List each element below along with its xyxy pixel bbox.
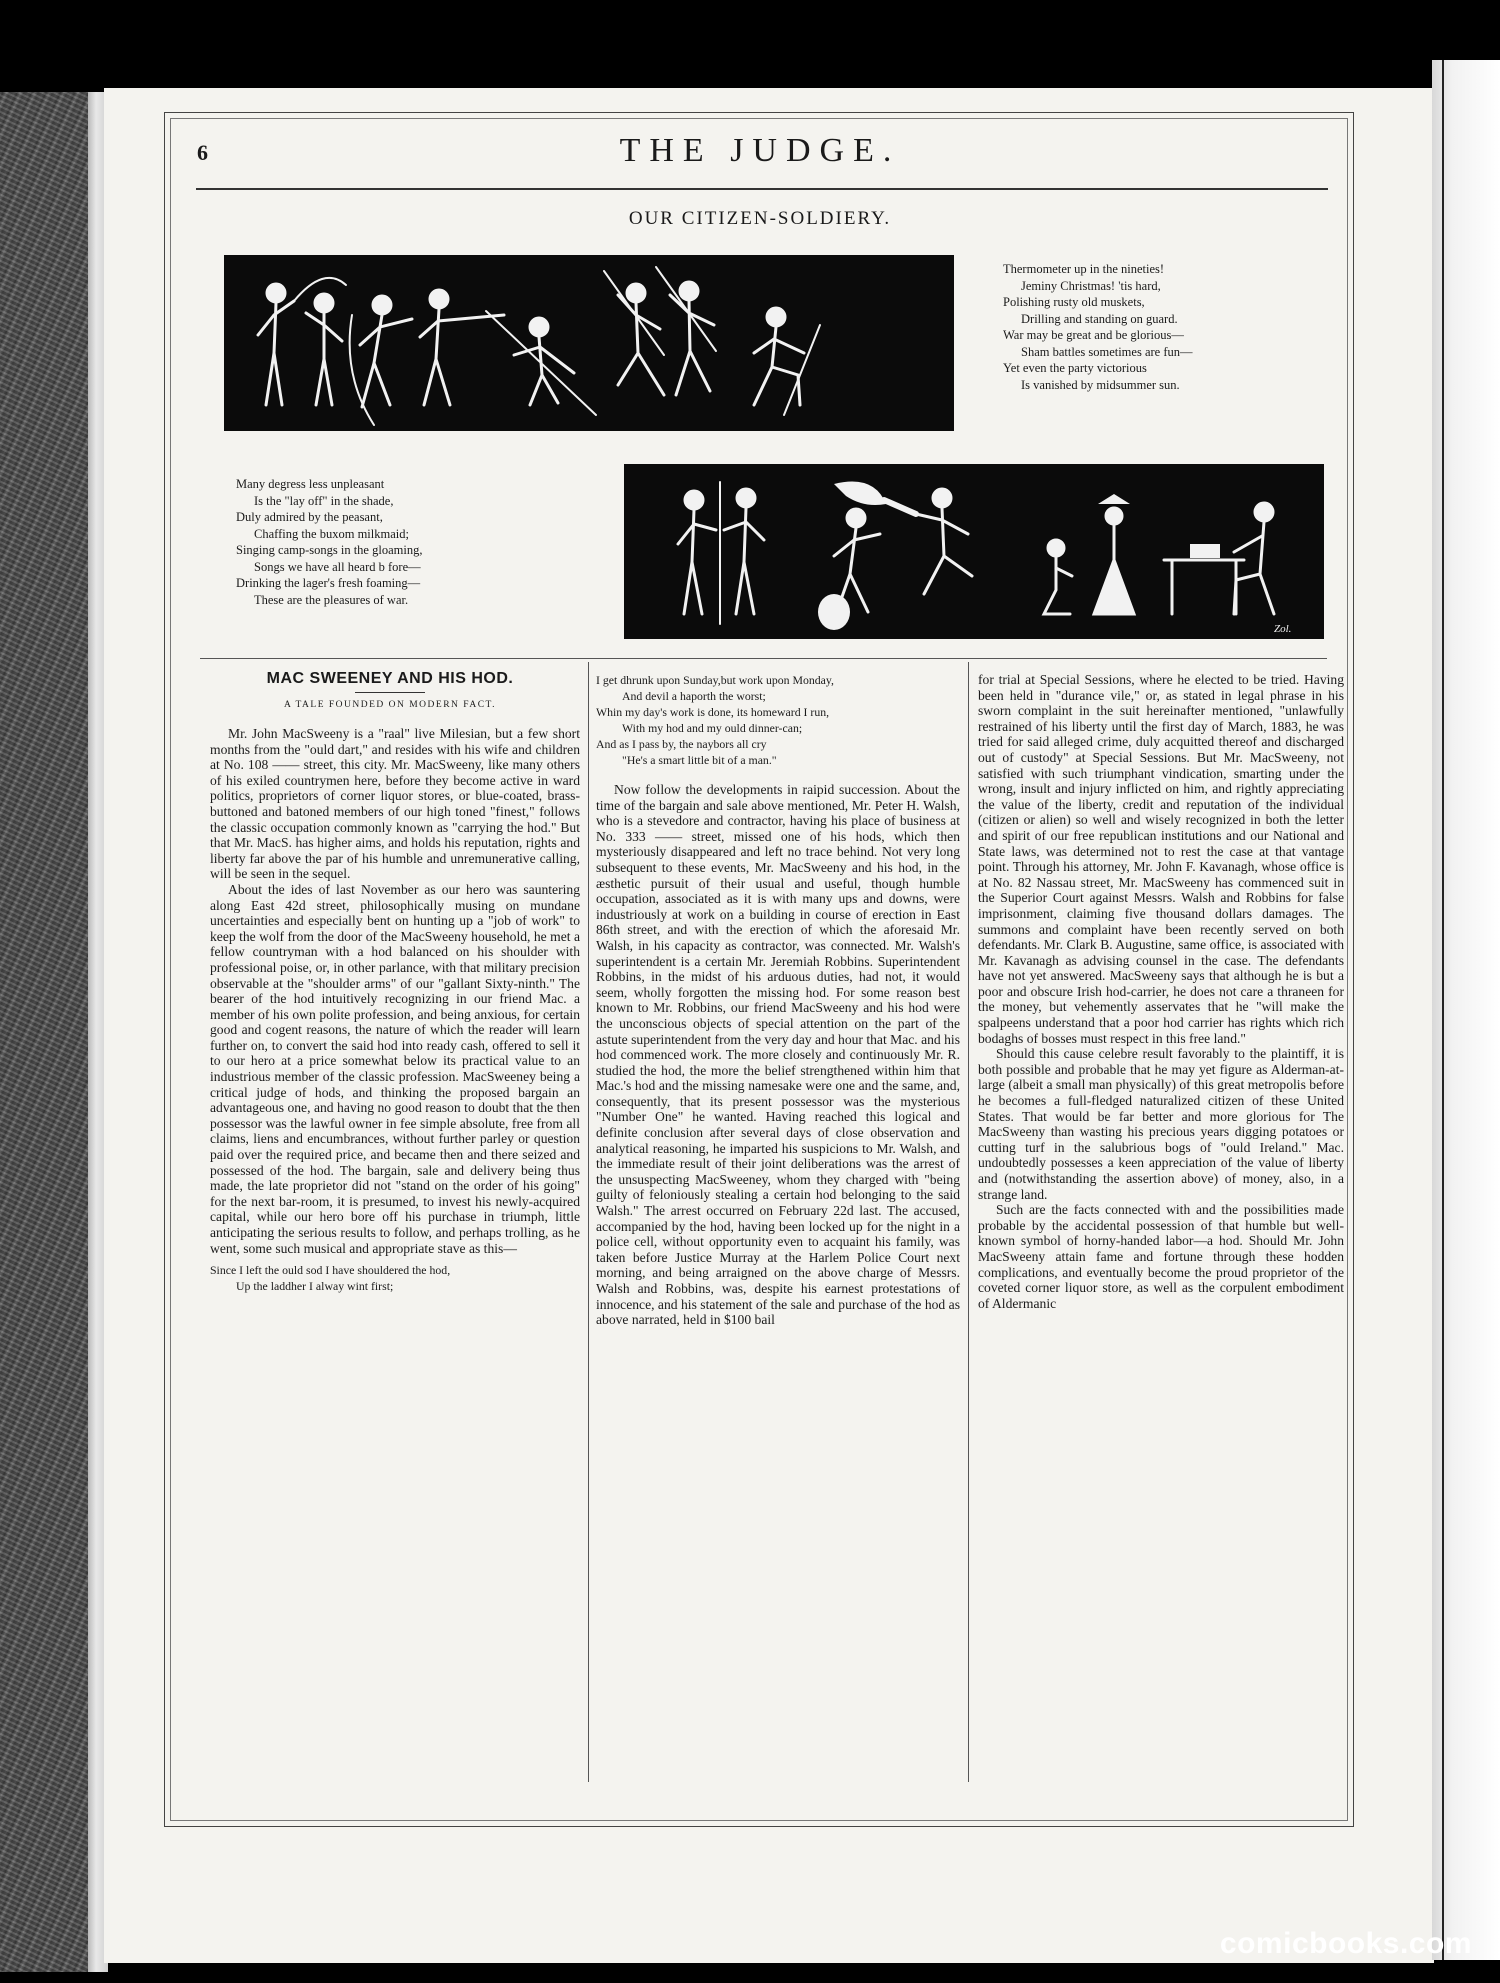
verse-line: Polishing rusty old muskets, <box>1003 295 1145 309</box>
watermark: comicbooks.com <box>1219 1927 1472 1960</box>
facing-page-edge <box>1432 60 1500 1960</box>
verse-right <box>1003 261 1263 393</box>
book-binding <box>0 92 90 1972</box>
verse-line: War may be great and be glorious— <box>1003 328 1184 342</box>
poem-line: I get dhrunk upon Sunday,but work upon Monday, <box>596 673 834 687</box>
article-subtitle: A TALE FOUNDED ON MODERN FACT. <box>283 700 497 710</box>
title-rule <box>355 692 425 693</box>
poem-line: "He's a smart little bit of a man." <box>622 753 777 767</box>
drill-figures <box>224 255 954 431</box>
poem-line: Whin my day's work is done, its homeward I run, <box>596 705 830 719</box>
verse-left <box>236 476 506 608</box>
paragraph: About the ides of last November as our hero was sauntering along East 42d street, philosophically musing on mundane uncertainties and especially bent on hunting up a "job of work" to keep the wolf from the door of the MacSweeny household, he met a fellow countryman with a hod balanced on his shoulder with professional poise, or, in other parlance, with that military precision observable at the "shoulder arms" of our "gallant Sixty-ninth." The bearer of the hod intuitively recognizing in our friend Mac. a member of his own polite profession, and being anxious, for certain good and cogent reasons, the nature of which the reader will learn further on, to convert the said hod into ready cash, offered to sell it to our hero at a price somewhat below its practical value to an industrious member of the classic profession. MacSweeney being a critical judge of hods, and thinking the proposed bargain an advantageous one, and having no good reason to doubt that the then possessor was the lawful owner in fee simple absolute, free from all claims, liens and encumbrances, without further parley or question paid over the required price, and became then and there seized and possessed of the hod. The bargain, sale and delivery being thus made, the late proprietor did not "stand on the order of his going" for the next bar-room, it is presumed, to invest his newly-acquired capital, while our hero bore off his purchase in triumph, little anticipating the serious results to follow, and perhaps trolling, as he went, some such musical and appropriate stave as this— <box>210 881 580 1256</box>
paragraph: Such are the facts connected with and the possibilities made probable by the accidental possession of that humble but well-known symbol of horny-handed labor—a hod. Should Mr. John MacSweeny attain fame and fortune through these hodden complications, and eventually become the proud proprietor of the coveted corner liquor store, as well as the corpulent embodiment of Aldermanic <box>978 1202 1344 1311</box>
masthead-rule <box>196 188 1328 190</box>
article-column-2 <box>596 672 960 1328</box>
verse-line: Jeminy Christmas! 'tis hard, <box>1021 278 1161 293</box>
verse-line: Many degress less unpleasant <box>236 477 385 491</box>
paragraph: Now follow the developments in raipid succession. About the time of the bargain and sale above mentioned, Mr. Peter H. Walsh, who is a stevedore and contractor, having his place of business at No. 333 —— street, missed one of his hods, which then mysteriously disappeared and left no trace behind. Not very long subsequent to these events, Mr. MacSweeny and his hod, in the æsthetic pursuit of their usual and useful, though humble occupation, associated as it is with many ups and downs, were industriously at work on a building in course of erection in East 86th street, and with the erection of which the aforesaid Mr. Walsh, in his capacity as contractor, was connected. Mr. Walsh's superintendent is a certain Mr. Jeremiah Robbins. Superintendent Robbins, in the midst of his arduous duties, had not, it would seem, wholly forgotten the missing hod. For some reason best known to Mr. Robbins, our friend MacSweeny and his hod were the unconscious objects of special attention on the part of the astute superintendent from the very day and hour that Mac. and his hod commenced work. The more closely and continuously Mr. R. studied the hod, the more the belief strengthened within him that Mac.'s hod and the missing namesake were one and the same, and, consequently, that its present possessor was the mysterious "Number One" he wanted. Having reached this logical and definite conclusion after several days of close observation and analytical reasoning, he imparted his suspicions to Mr. Walsh, and the immediate result of their joint deliberations was the arrest of the unsuspecting MacSweeney, whom they charged with "being guilty of feloniously stealing a certain hod belonging to the said Walsh." The arrest occurred on February 22d last. The accused, accompanied by the hod, having been locked up for the night in a police cell, without opportunity even to acquaint his family, was taken before Justice Murray at the Harlem Police Court next morning, and being arraigned on the above charge of Messrs. Walsh and Robbins, was, despite his earnest protestations of innocence, and his statement of the sale and purchase of the hod as above narrated, held in $100 bail <box>596 782 960 1328</box>
column-rule-2 <box>968 662 969 1782</box>
verse-line: Duly admired by the peasant, <box>236 510 383 524</box>
column-top-rule <box>200 658 1327 659</box>
paragraph: Should this cause celebre result favorably to the plaintiff, it is both possible and probable that he may yet figure as Alderman-at-large (albeit a small man physically) of this great metropolis before he becomes a full-fledged naturalized citizen of these United States. That would be far better and more glorious for The MacSweeny than wasting his precious years digging potatoes or cutting turf in the salubrious bogs of "ould Ireland." Mac. undoubtedly possesses a keen appreciation of the value of liberty and (notwithstanding the assertion above) of money, also, in a strange land. <box>978 1046 1344 1202</box>
illustration-drill <box>224 255 954 431</box>
paragraph: Mr. John MacSweeny is a "raal" live Milesian, but a few short months from the "ould dart," and resides with his wife and children at No. 108 —— street, this city. Mr. MacSweeny, like many others of his exiled countrymen here, before they become active in ward politics, proprietors of corner liquor stores, or blue-coated, brass-buttoned and batoned members of our high toned "finest," follows the classic occupation commonly known as "carrying the hod." But that Mr. MacS. has higher aims, and holds his reputation, rights and liberty far above the par of his humble and unremunerative calling, will be seen in the sequel. <box>210 726 580 882</box>
poem-line: And devil a haporth the worst; <box>622 689 766 703</box>
verse-line: Yet even the party victorious <box>1003 361 1147 375</box>
verse-line: These are the pleasures of war. <box>254 592 409 607</box>
paragraph: for trial at Special Sessions, where he elected to be tried. Having been held in "durance vile," or, as stated in legal phrase in his sworn complaint in the suit hereinafter mentioned, "unlawfully restrained of his liberty until the first day of March, 1883, he was tried for said alleged crime, duly acquitted thereof and discharged out of custody" at Special Sessions. But Mr. MacSweeny, not satisfied with such triumphant vindication, smarting under the wrong, insult and injury inflicted on him, and rightly appreciating the value of the liberty, credit and reputation of the individual (citizen or alien) so well and wisely recognized in both the letter and spirit of our free republican institutions and our National and State laws, was determined not to rest the case at that vantage point. Through his attorney, Mr. John F. Kavanagh, whose office is at No. 82 Nassau street, Mr. MacSweeny has commenced suit in the Superior Court against Messrs. Walsh and Robbins for false imprisonment, claiming five thousand dollars damages. The summons and complaint have been recently served on both defendants. Mr. Clark B. Augustine, same office, is associated with Mr. Kavanagh as advising counsel in the case. The defendants have not yet answered. MacSweeny says that although he is but a poor and obscure Irish hod-carrier, he does not care a thraneen for the money, but vehemently asservates that he "will make the spalpeens understand that a poor hod carrier has rights which rich bodaghs of bosses must respect in this free land." <box>978 672 1344 1046</box>
section-title: OUR CITIZEN-SOLDIERY. <box>628 208 892 229</box>
verse-line: Sham battles sometimes are fun— <box>1021 344 1193 359</box>
poem-line: With my hod and my ould dinner-can; <box>622 721 803 735</box>
poem-line: And as I pass by, the naybors all cry <box>596 737 767 751</box>
masthead: THE JUDGE. <box>619 132 901 169</box>
leisure-figures <box>624 464 1324 639</box>
poem-line: Since I left the ould sod I have shouldered the hod, <box>210 1263 451 1278</box>
verse-line: Chaffing the buxom milkmaid; <box>254 526 409 541</box>
verse-line: Drinking the lager's fresh foaming— <box>236 576 421 590</box>
article-column-3 <box>978 672 1344 1311</box>
verse-line: Is vanished by midsummer sun. <box>1021 377 1180 392</box>
page-number: 6 <box>197 140 208 165</box>
poem-part-1 <box>210 1262 580 1294</box>
verse-line: Thermometer up in the nineties! <box>1003 262 1165 276</box>
column-rule-1 <box>588 662 589 1782</box>
illustration-leisure <box>624 464 1324 639</box>
verse-line: Drilling and standing on guard. <box>1021 311 1178 326</box>
verse-line: Singing camp-songs in the gloaming, <box>236 543 423 557</box>
illustration-signature: Zol. <box>1274 623 1292 635</box>
verse-line: Songs we have all heard b fore— <box>254 559 421 574</box>
poem-line: Up the laddher I alway wint first; <box>236 1279 394 1294</box>
poem-part-2 <box>596 672 960 768</box>
article-title: MAC SWEENEY AND HIS HOD. <box>266 670 514 687</box>
verse-line: Is the "lay off" in the shade, <box>254 493 394 508</box>
article-column-1 <box>210 726 580 1294</box>
